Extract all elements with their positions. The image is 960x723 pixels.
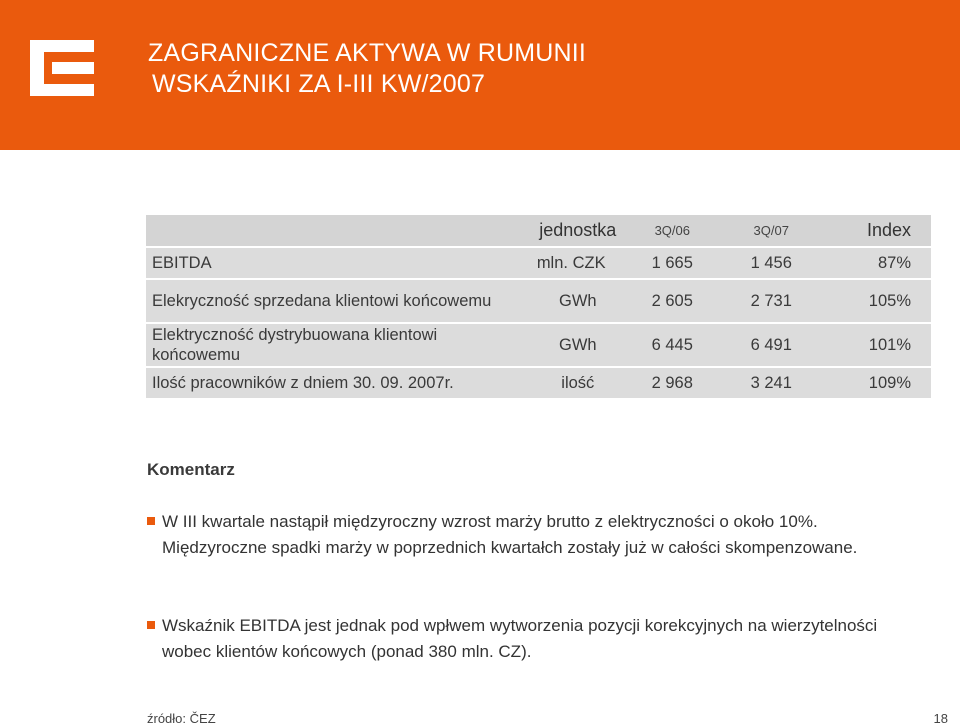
- row-3q07: 1 456: [722, 248, 821, 278]
- row-3q06: 2 605: [623, 280, 722, 322]
- row-index: 101%: [821, 324, 931, 366]
- row-3q07: 3 241: [722, 368, 821, 398]
- header-banner: [0, 0, 960, 150]
- row-unit: ilość: [533, 368, 623, 398]
- row-label: Ilość pracowników z dniem 30. 09. 2007r.: [146, 368, 533, 398]
- row-3q06: 1 665: [623, 248, 722, 278]
- row-index: 109%: [821, 368, 931, 398]
- comment-bullet: [147, 509, 907, 561]
- row-unit: GWh: [533, 324, 623, 366]
- bullet-text: W III kwartale nastąpił międzyroczny wzrost marży brutto z elektryczności o około 10%. Międzyroczne spadki marży w poprzednich kwartałch zostały już w całości skompenzowane.: [162, 512, 858, 557]
- header-unit: jednostka: [533, 215, 623, 246]
- indicators-table: [146, 213, 931, 400]
- header-label-cell: [146, 215, 533, 246]
- row-unit: GWh: [533, 280, 623, 322]
- row-label: Elekryczność sprzedana klientowi końcowemu: [146, 280, 533, 322]
- row-index: 87%: [821, 248, 931, 278]
- footer: [0, 705, 960, 723]
- table-row: [146, 368, 931, 398]
- title-line-1: ZAGRANICZNE AKTYWA W RUMUNII: [148, 39, 587, 67]
- table-row: [146, 248, 931, 278]
- row-index: 105%: [821, 280, 931, 322]
- header-3q06: 3Q/06: [623, 215, 722, 246]
- table-header-row: [146, 215, 931, 246]
- bullet-text: Wskaźnik EBITDA jest jednak pod wpłwem wytworzenia pozycji korekcyjnych na wierzytelności wobec klientów końcowych (ponad 380 mln. CZ).: [162, 616, 878, 661]
- title-line-2: WSKAŹNIKI ZA I-III KW/2007: [152, 70, 486, 98]
- page-title: [148, 38, 586, 100]
- page-number: 18: [933, 711, 948, 723]
- cez-logo-icon: [30, 40, 94, 96]
- row-unit: mln. CZK: [533, 248, 623, 278]
- comment-bullet: [147, 613, 907, 665]
- comment-heading: Komentarz: [147, 460, 235, 479]
- row-3q07: 6 491: [722, 324, 821, 366]
- row-label: Elektryczność dystrybuowana klientowi końcowemu: [146, 324, 533, 366]
- source-note: źródło: ČEZ: [147, 711, 216, 723]
- table-row: [146, 324, 931, 366]
- bullet-square-icon: [147, 517, 155, 525]
- row-3q06: 6 445: [623, 324, 722, 366]
- row-3q06: 2 968: [623, 368, 722, 398]
- header-index: Index: [821, 215, 931, 246]
- header-3q07: 3Q/07: [722, 215, 821, 246]
- bullet-square-icon: [147, 621, 155, 629]
- row-3q07: 2 731: [722, 280, 821, 322]
- row-label: EBITDA: [146, 248, 533, 278]
- table-row: [146, 280, 931, 322]
